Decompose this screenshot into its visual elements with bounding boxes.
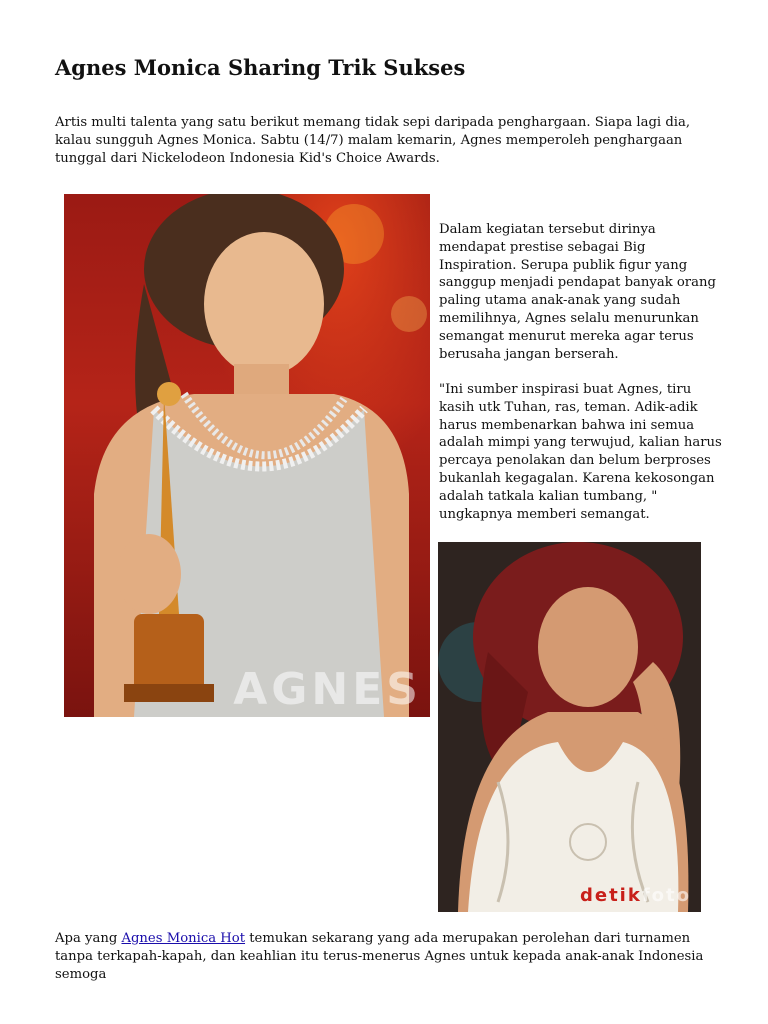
watermark-foto: foto — [641, 885, 691, 906]
bottom-paragraph-prefix: Apa yang — [55, 931, 122, 946]
watermark-detik: detik — [579, 885, 642, 906]
side-paragraph-2: "Ini sumber inspirasi buat Agnes, tiru kasih utk Tuhan, ras, teman. Adik-adik harus membenarkan bahwa ini semua adalah mimpi yang terwujud, kalian harus percaya penolakan dan belum berproses bukanlah kegagalan. Karena kekosongan adalah tatkala kalian tumbang, " ungkapnya memberi semangat. — [439, 382, 722, 522]
photo-watermark-detikfoto — [580, 885, 691, 906]
bottom-paragraph-suffix: temukan sekarang yang ada merupakan perolehan dari turnamen tanpa terkapah-kapah, dan keahlian itu terus-menerus Agnes untuk kepada anak-anak Indonesia semoga — [55, 931, 704, 982]
side-paragraph-1: Dalam kegiatan tersebut dirinya mendapat prestise sebagai Big Inspiration. Serupa publik figur yang sanggup menjadi pendapat banyak orang paling utama anak-anak yang sudah memilihnya, Agnes selalu menurunkan semangat menurut mereka agar terus berusaha jangan berserah. — [439, 222, 716, 362]
article-title: Agnes Monica Sharing Trik Sukses — [55, 55, 466, 80]
intro-paragraph: Artis multi talenta yang satu berikut memang tidak sepi daripada penghargaan. Siapa lagi dia, kalau sungguh Agnes Monica. Sabtu (14/7) malam kemarin, Agnes memperoleh penghargaan tunggal dari Nickelodeon Indonesia Kid's Choice Awards. — [55, 115, 691, 166]
agnes-monica-hot-link[interactable]: Agnes Monica Hot — [121, 931, 246, 946]
award-photo — [64, 194, 430, 717]
photo-watermark: AGNES — [233, 664, 422, 715]
portrait-photo-illustration — [438, 542, 701, 912]
award-photo-illustration — [64, 194, 430, 717]
bottom-paragraph — [55, 930, 723, 983]
portrait-photo — [438, 542, 701, 912]
